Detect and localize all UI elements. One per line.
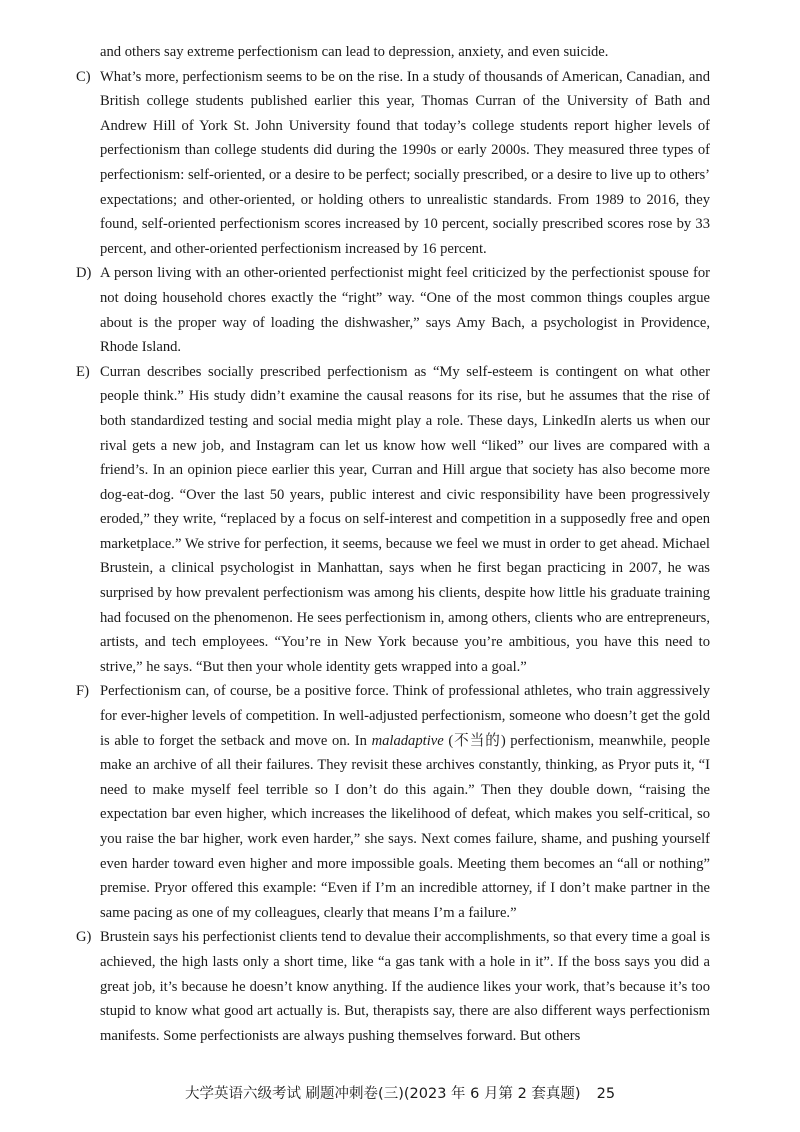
paragraph-letter: D): [76, 265, 92, 282]
paragraph-f: [76, 679, 710, 925]
paragraph-c: [76, 65, 710, 262]
paragraph-continued: [76, 40, 710, 65]
paragraph-letter: F): [76, 683, 89, 700]
paragraph-letter: C): [76, 68, 91, 85]
paragraph-letter: G): [76, 929, 92, 946]
paragraph-text-before: Perfectionism can, of course, be a positive force. Think of professional athletes, who train aggressively for ever-higher levels of competition. In well-adjusted perfectionism, someone who doesn’t get the gold is able to forget the setback and move on. In: [100, 683, 710, 749]
paragraph-text: Brustein says his perfectionist clients tend to devalue their accomplishments, so that every time a goal is achieved, the high lasts only a short time, like “a gas tank with a hole in it”. If the boss says you did a great job, it’s because he doesn’t know anything. If the audience likes your work, that’s because it’s too stupid to know what good art actually is. But, therapists say, there are also different ways perfectionism manifests. Some perfectionists are always pushing themselves forward. But others: [100, 929, 710, 1044]
paragraph-letter: E): [76, 363, 90, 380]
paragraph-text-after: perfectionism, meanwhile, people make an archive of all their failures. They revisit these archives constantly, thinking, as Pryor puts it, “I need to make myself feel terrible so I don’t do this again.” Then they double down, “raising the expectation bar even higher, which increases the likelihood of defeat, which makes you self-critical, so you raise the bar higher, work even harder,” she says. Next comes failure, shame, and pushing yourself even harder toward even higher and more impossible goals. Meeting them becomes an “all or nothing” premise. Pryor offered this example: “Even if I’m an incredible attorney, if I don’t make partner in the same pacing as one of my colleagues, clearly that means I’m a failure.”: [100, 732, 710, 921]
footer-title: 大学英语六级考试 刷题冲刺卷(三)(2023 年 6 月第 2 套真题): [184, 1086, 581, 1102]
italic-term: maladaptive: [371, 732, 444, 749]
paragraph-text: What’s more, perfectionism seems to be on the rise. In a study of thousands of American, Canadian, and British college students published earlier this year, Thomas Curran of the University of Bath and Andrew Hill of York St. John University found that today’s college students report higher levels of perfectionism than college students did during the 1990s or early 2000s. They measured three types of perfectionism: self-oriented, or a desire to be perfect; socially prescribed, or a desire to live up to others’ expectations; and other-oriented, or holding others to unrealistic standards. From 1989 to 2016, they found, self-oriented perfectionism scores increased by 10 percent, socially prescribed scores rose by 33 percent, and other-oriented perfectionism increased by 16 percent.: [100, 68, 710, 257]
paragraph-text: Curran describes socially prescribed perfectionism as “My self-esteem is contingent on what other people think.” His study didn’t examine the causal reasons for its rise, but he assumes that the rise of both standardized testing and social media might play a role. These days, LinkedIn alerts us when our rival gets a new job, and Instagram can let us know how well “liked” our lives are compared with a friend’s. In an opinion piece earlier this year, Curran and Hill argue that society has also become more dog-eat-dog. “Over the last 50 years, public interest and civic responsibility have been progressively eroded,” they write, “replaced by a focus on self-interest and competition in a supposedly free and open marketplace.” We strive for perfection, it seems, because we feel we must in order to get ahead. Michael Brustein, a clinical psychologist in Manhattan, says when he first began practicing in 2007, he was surprised by how prevalent perfectionism was among his clients, despite how little his graduate training had focused on the phenomenon. He sees perfectionism in, among others, clients who are entrepreneurs, artists, and tech employees. “You’re in New York because you’re ambitious, you have this need to strive,” he says. “But then your whole identity gets wrapped into a goal.”: [100, 363, 710, 675]
document-page: [76, 40, 710, 1048]
page-number: 25: [596, 1086, 616, 1102]
paragraph-text: and others say extreme perfectionism can lead to depression, anxiety, and even suicide.: [100, 44, 609, 60]
paragraph-text: A person living with an other-oriented perfectionist might feel criticized by the perfectionist spouse for not doing household chores exactly the “right” way. “One of the most common things couples argue about is the proper way of loading the dishwasher,” says Amy Bach, a psychologist in Providence, Rhode Island.: [100, 265, 710, 356]
page-footer: [0, 1082, 800, 1103]
chinese-gloss: (不当的): [443, 732, 511, 749]
paragraph-d: [76, 261, 710, 359]
paragraph-g: [76, 925, 710, 1048]
paragraph-e: [76, 360, 710, 680]
paragraph-text: [100, 679, 710, 925]
